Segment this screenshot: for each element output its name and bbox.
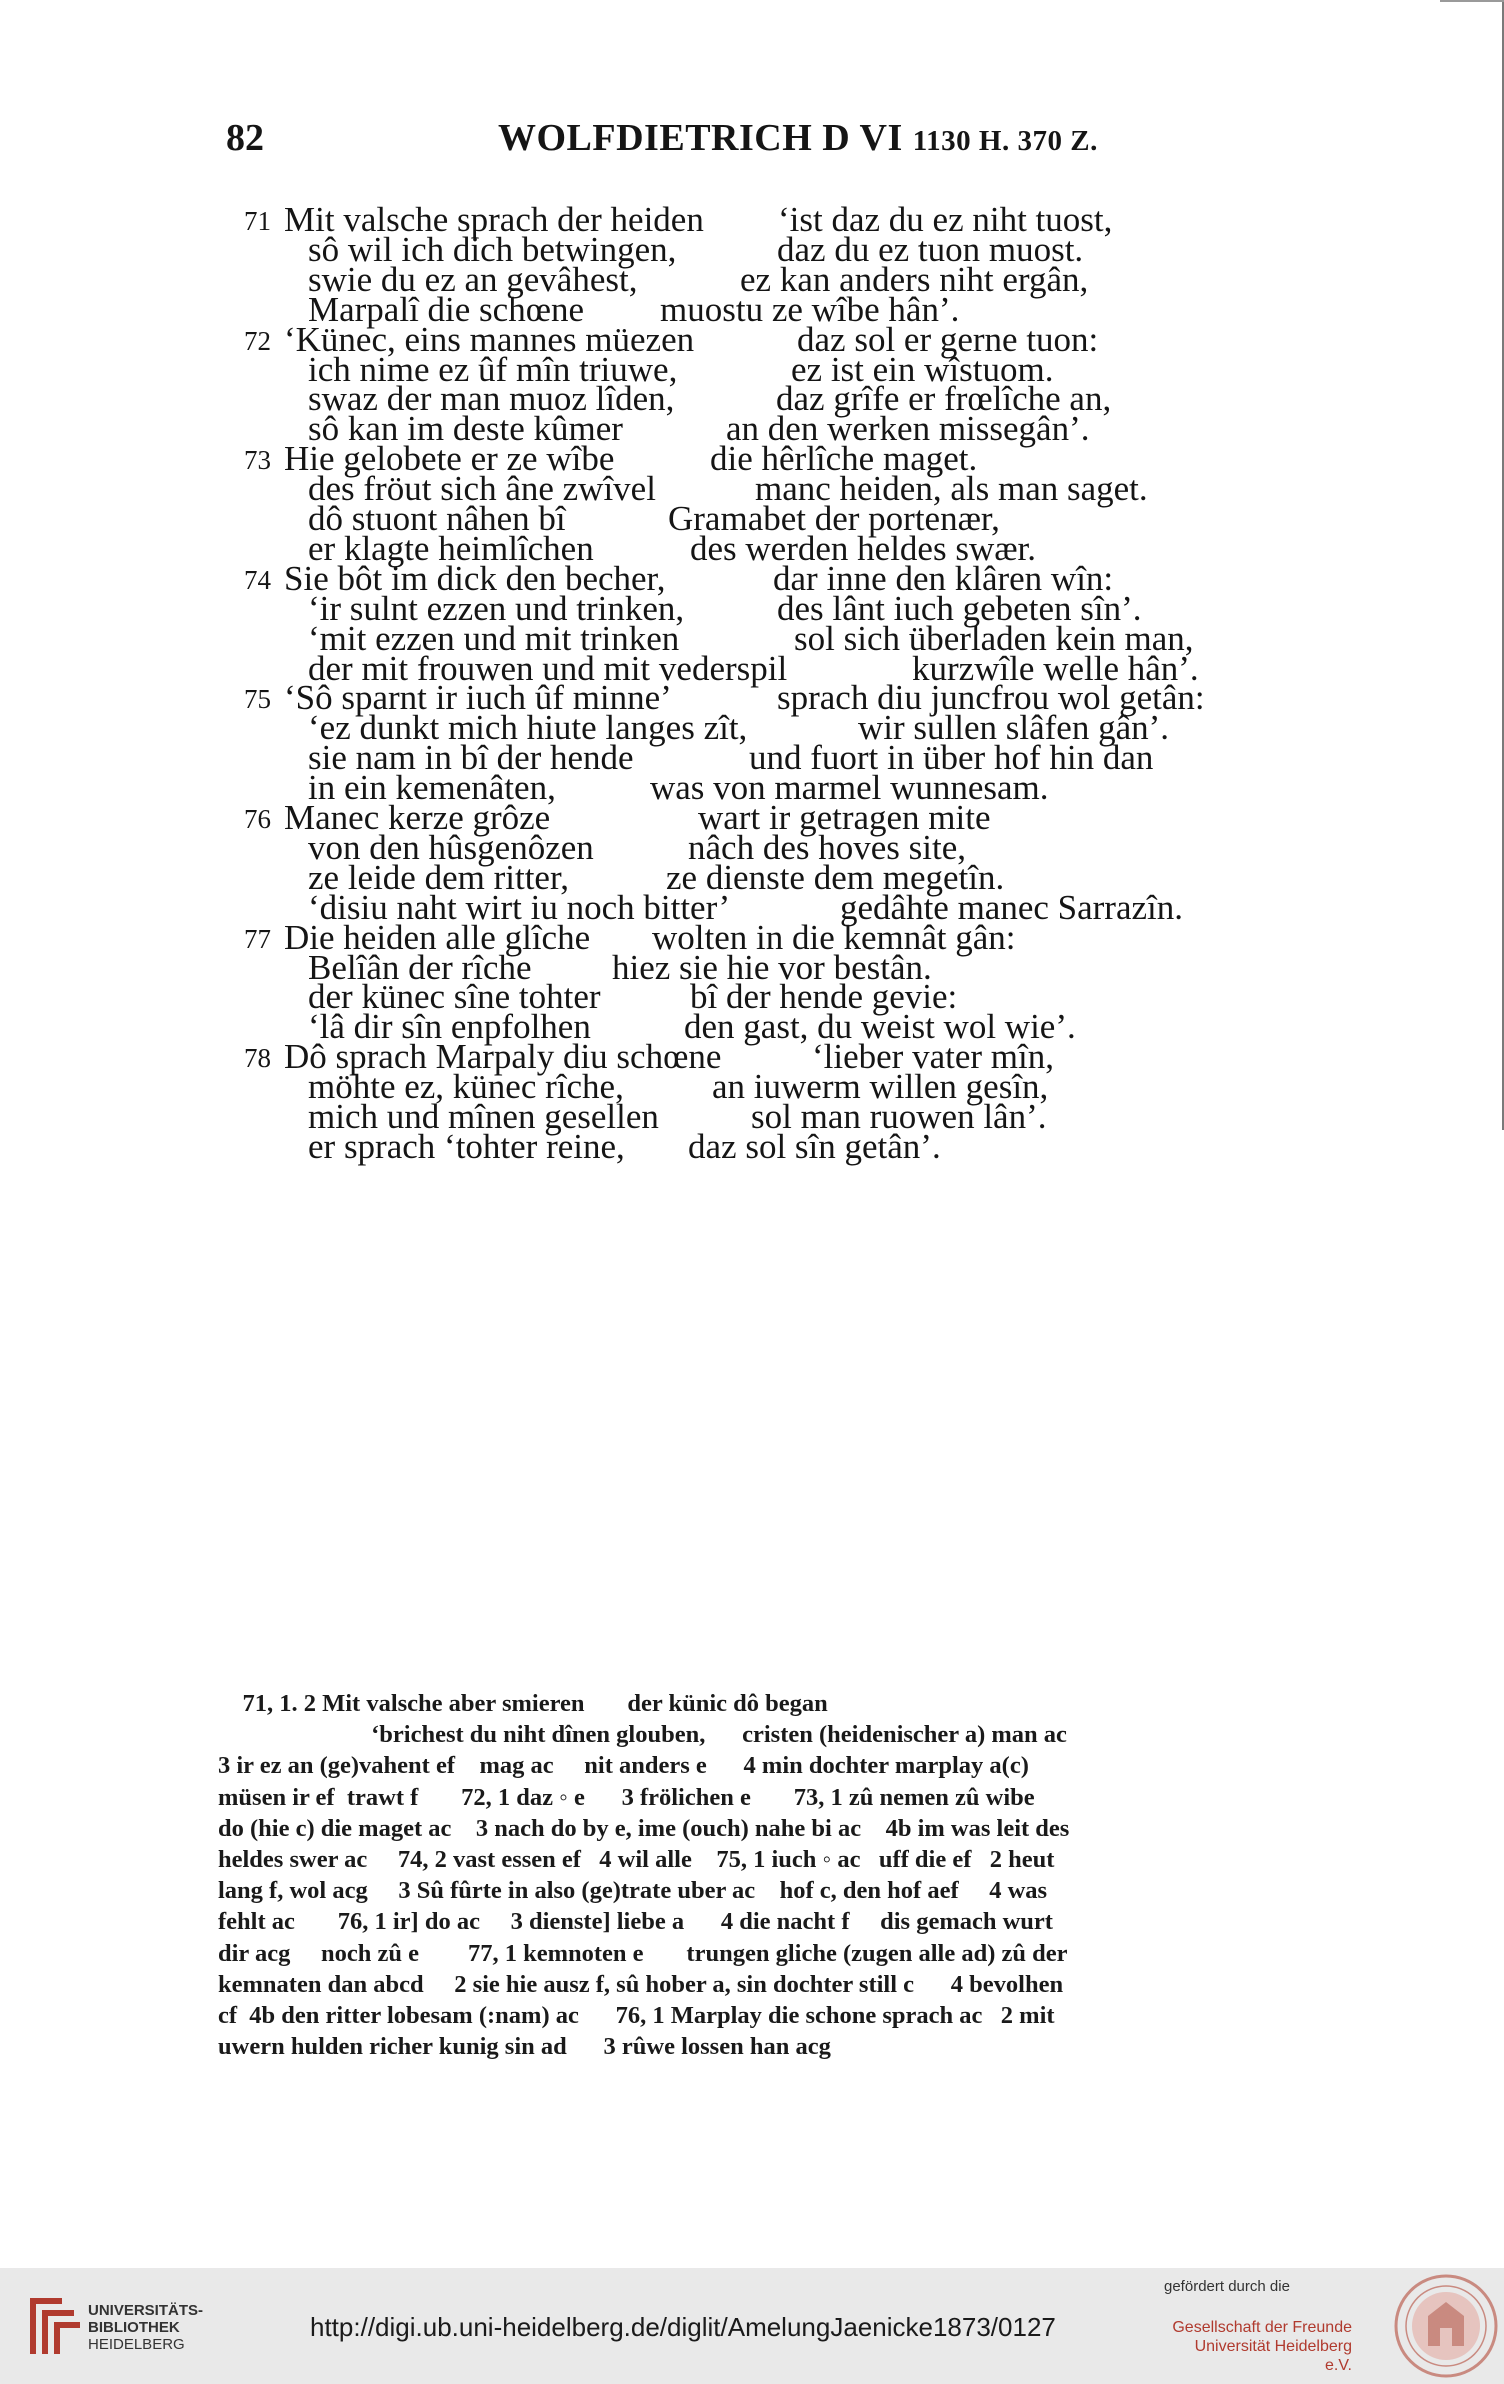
half-line-first: swie du ez an gevâhest, (308, 259, 638, 299)
half-line-second: sol man ruowen lân’. (751, 1097, 1047, 1136)
half-line-second: daz sol sîn getân’. (688, 1126, 941, 1166)
funded-by-label: gefördert durch die (1164, 2278, 1290, 2295)
half-line-second: den gast, du weist wol wie’. (684, 1007, 1076, 1047)
half-line-first: sô kan im deste kûmer (308, 409, 623, 449)
half-line-second: und fuort in über hof hin dan (749, 738, 1154, 778)
half-line-second: kurzwîle welle hân’. (912, 648, 1199, 688)
library-logo-icon (22, 2290, 82, 2362)
stanza-number: 78 (244, 1043, 271, 1074)
half-line-first: Mit valsche sprach der heiden (284, 200, 704, 239)
half-line-first: swaz der man muoz lîden, (308, 379, 675, 419)
apparatus-line: dir acg noch zû e 77, 1 kemnoten e trungen gliche (zugen alle ad) zû der (218, 1939, 1068, 1967)
university-seal-icon (1392, 2272, 1500, 2380)
apparatus-line: uwern hulden richer kunig sin ad 3 rûwe lossen han acg (218, 2033, 831, 2061)
half-line-second: des lânt iuch gebeten sîn’. (777, 588, 1142, 628)
page-header (226, 116, 1426, 166)
half-line-second: sprach diu juncfrou wol getân: (777, 678, 1205, 718)
half-line-first: er sprach ‘tohter reine, (308, 1126, 625, 1166)
half-line-second: muostu ze wîbe hân’. (660, 289, 960, 329)
half-line-first: Marpalî die schœne (308, 289, 585, 329)
stanza-number: 77 (244, 923, 271, 954)
half-line-second: daz du ez tuon muost. (777, 229, 1084, 269)
half-line-second: an iuwerm willen gesîn, (712, 1067, 1049, 1107)
half-line-first: ‘Sô sparnt ir iuch ûf minne’ (284, 678, 672, 718)
apparatus-line: lang f, wol acg 3 Sû fûrte in also (ge)trate uber ac hof c, den hof aef 4 was (218, 1877, 1048, 1905)
apparatus-line: 3 ir ez an (ge)vahent ef mag ac nit anders e 4 min dochter marplay a(c) (218, 1752, 1029, 1780)
running-title-main: WOLFDIETRICH D VI (498, 117, 903, 159)
half-line-first: ‘ir sulnt ezzen und trinken, (308, 588, 685, 628)
footer-bar (0, 2268, 1504, 2384)
running-title (498, 116, 1098, 160)
half-line-second: wir sullen slâfen gân’. (858, 708, 1170, 748)
library-name-line: UNIVERSITÄTS- (88, 2302, 204, 2319)
permalink-url[interactable]: http://digi.ub.uni-heidelberg.de/diglit/AmelungJaenicke1873/0127 (310, 2312, 1056, 2342)
library-name-line: HEIDELBERG (88, 2336, 185, 2353)
half-line-second: daz sol er gerne tuon: (797, 319, 1099, 359)
society-name-line: Gesellschaft der Freunde (1172, 2319, 1352, 2336)
half-line-second: ze dienste dem megetîn. (666, 857, 1005, 897)
half-line-first: ‘lâ dir sîn enpfolhen (308, 1007, 591, 1047)
stanza-number: 72 (244, 325, 271, 356)
page-number: 82 (226, 117, 264, 159)
half-line-first: ‘ez dunkt mich hiute langes zît, (308, 708, 748, 748)
running-title-ref: 1130 H. 370 Z. (912, 125, 1098, 157)
stanza-number: 73 (244, 445, 271, 476)
apparatus-line: heldes swer ac 74, 2 vast essen ef 4 wil alle 75, 1 iuch ◦ ac uff die ef 2 heut (218, 1845, 1055, 1873)
half-line-first: mich und mînen gesellen (308, 1097, 659, 1136)
apparatus-line: cf 4b den ritter lobesam (:nam) ac 76, 1 Marplay die schone sprach ac 2 mit (218, 2001, 1055, 2029)
half-line-second: sol sich überladen kein man, (794, 618, 1194, 658)
apparatus-line: müsen ir ef trawt f 72, 1 daz ◦ e 3 frölichen e 73, 1 zû nemen zû wibe (218, 1783, 1035, 1811)
half-line-first: ich nime ez ûf mîn triuwe, (308, 349, 678, 389)
half-line-second: dar inne den klâren wîn: (773, 558, 1114, 598)
half-line-second: ez ist ein wîstuom. (791, 349, 1054, 389)
half-line-second: nâch des hoves site, (688, 827, 966, 867)
society-name-line: Universität Heidelberg e.V. (1194, 2338, 1352, 2374)
half-line-first: möhte ez, künec rîche, (308, 1067, 624, 1107)
stanza-number: 75 (244, 684, 271, 715)
half-line-second: manc heiden, als man saget. (755, 469, 1148, 509)
half-line-second: was von marmel wunnesam. (650, 768, 1049, 808)
half-line-first: ze leide dem ritter, (308, 857, 569, 897)
half-line-second: ‘lieber vater mîn, (812, 1037, 1054, 1077)
half-line-second: ‘ist daz du ez niht tuost, (778, 200, 1113, 239)
critical-apparatus (218, 1688, 1318, 2062)
half-line-first: ‘Künec, eins mannes müezen (284, 319, 695, 359)
half-line-first: Die heiden alle glîche (284, 917, 591, 957)
half-line-first: dô stuont nâhen bî (308, 499, 566, 538)
half-line-first: sô wil ich dich betwingen, (308, 229, 677, 269)
half-line-first: ‘mit ezzen und mit trinken (308, 618, 680, 658)
half-line-first: des fröut sich âne zwîvel (308, 469, 656, 509)
half-line-first: der künec sîne tohter (308, 977, 601, 1017)
apparatus-line: ‘brichest du niht dînen glouben, cristen (heidenischer a) man ac (218, 1721, 1067, 1749)
stanza-number: 76 (244, 804, 271, 834)
apparatus-line: do (hie c) die maget ac 3 nach do by e, ime (ouch) nahe bi ac 4b im was leit des (218, 1814, 1070, 1842)
stanza-number: 74 (244, 564, 271, 595)
half-line-second: an den werken missegân’. (726, 409, 1090, 449)
half-line-second: Gramabet der portenær, (668, 499, 1000, 538)
half-line-second: des werden heldes swær. (690, 528, 1037, 568)
half-line-first: ‘disiu naht wirt iu noch bitter’ (308, 887, 731, 927)
half-line-first: Hie gelobete er ze wîbe (284, 439, 615, 479)
half-line-second: hiez sie hie vor bestân. (612, 947, 932, 987)
half-line-first: Dô sprach Marpaly diu schœne (284, 1037, 722, 1077)
poem-line (308, 1126, 941, 1172)
society-name (1172, 2318, 1352, 2375)
apparatus-line: fehlt ac 76, 1 ir] do ac 3 dienste] liebe a 4 die nacht f dis gemach wurt (218, 1908, 1053, 1936)
scan-edge-line-top (1440, 0, 1504, 2)
library-name (88, 2302, 203, 2353)
library-name-line: BIBLIOTHEK (88, 2319, 180, 2336)
half-line-second: ez kan anders niht ergân, (740, 259, 1089, 299)
half-line-second: gedâhte manec Sarrazîn. (840, 887, 1184, 927)
half-line-second: daz grîfe er frœlîche an, (776, 379, 1112, 419)
half-line-first: sie nam in bî der hende (308, 738, 634, 778)
stanza-number: 71 (244, 206, 271, 236)
half-line-second: bî der hende gevie: (690, 977, 958, 1017)
apparatus-line: 71, 1. 2 Mit valsche aber smieren der künic dô began (218, 1690, 828, 1717)
apparatus-line: kemnaten dan abcd 2 sie hie ausz f, sû hober a, sin dochter still c 4 bevolhen (218, 1970, 1064, 1998)
half-line-first: von den hûsgenôzen (308, 827, 594, 867)
half-line-first: der mit frouwen und mit vederspil (308, 648, 788, 688)
half-line-first: Manec kerze grôze (284, 798, 551, 837)
half-line-first: Sie bôt im dick den becher, (284, 558, 666, 598)
half-line-first: Belîân der rîche (308, 947, 532, 987)
half-line-second: die hêrlîche maget. (710, 439, 978, 479)
half-line-first: er klagte heimlîchen (308, 528, 594, 568)
half-line-second: wolten in die kemnât gân: (652, 917, 1016, 957)
half-line-first: in ein kemenâten, (308, 768, 556, 808)
half-line-second: wart ir getragen mite (698, 798, 991, 837)
